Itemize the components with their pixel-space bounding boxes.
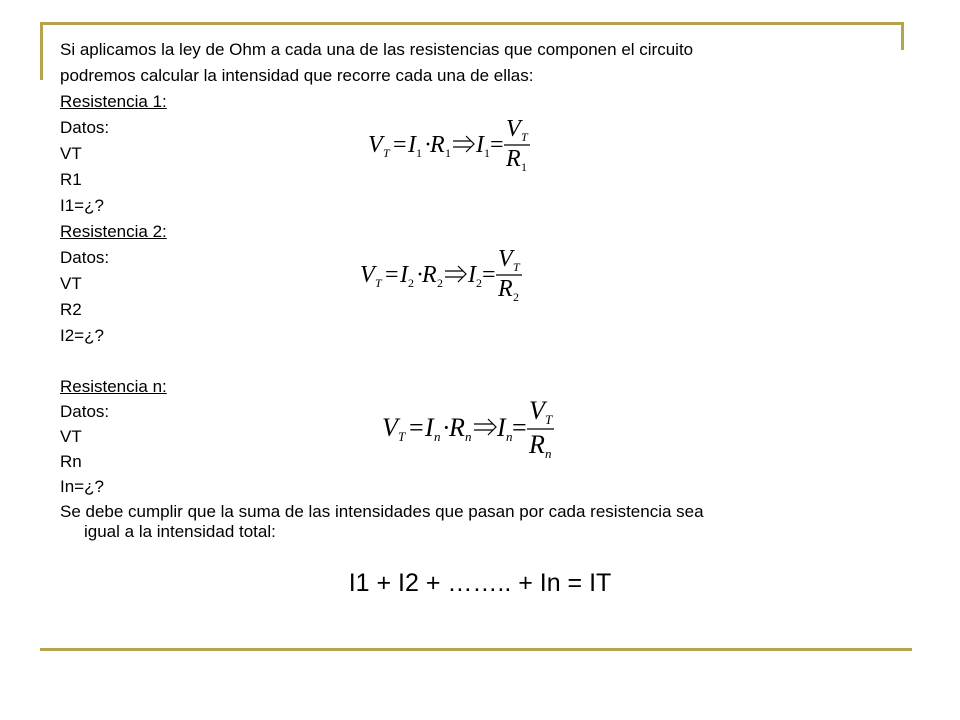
- eq1-i2: I: [476, 132, 484, 158]
- resistor-2-heading: Resistencia 2:: [60, 222, 167, 241]
- eq1-r-sub: 1: [445, 146, 451, 160]
- ohm-equation-n-svg: [382, 394, 552, 464]
- top-border-line: [40, 22, 904, 25]
- eq1-i2-sub: 1: [484, 146, 490, 160]
- resistor-2-i: I2=¿?: [60, 326, 104, 345]
- left-border-line: [40, 22, 43, 80]
- eq1-dot: ·: [424, 132, 432, 158]
- resistor-2-vt: VT: [60, 274, 82, 293]
- eq2-r-sub: 2: [437, 276, 443, 290]
- bottom-border-line: [40, 648, 912, 651]
- eq2-dot: ·: [416, 262, 424, 288]
- eq2-frac-v: V: [498, 246, 513, 272]
- eq1-implies-arrow: [453, 136, 474, 152]
- eq2-frac-r: R: [498, 276, 513, 302]
- eq2-r: R: [422, 262, 437, 288]
- resistor-1-i: I1=¿?: [60, 196, 104, 215]
- eqn-i2-sub: n: [506, 429, 513, 444]
- eq1-frac-t: T: [521, 130, 528, 144]
- eqn-i: I: [425, 413, 434, 442]
- eq1-t: T: [383, 146, 390, 160]
- eq2-frac-t: T: [513, 260, 520, 274]
- eqn-r-sub: n: [465, 429, 472, 444]
- ohm-equation-n: [382, 394, 552, 469]
- conclusion-line-1: Se debe cumplir que la suma de las intensidades que pasan por cada resistencia sea: [60, 502, 704, 521]
- eq2-frac-r-sub: 2: [513, 290, 519, 304]
- eqn-frac-t: T: [545, 412, 553, 427]
- eq1-frac-r-sub: 1: [521, 160, 527, 174]
- eq1-r: R: [430, 132, 445, 158]
- resistor-1-vt: VT: [60, 144, 82, 163]
- eqn-frac-r: R: [529, 430, 545, 459]
- resistor-1-datos: Datos:: [60, 118, 110, 137]
- resistor-2-datos: Datos:: [60, 248, 110, 267]
- right-border-line: [901, 22, 904, 50]
- eqn-eq-a: =: [409, 413, 424, 442]
- eq2-eq-b: =: [482, 262, 496, 288]
- eqn-eq-b: =: [512, 413, 527, 442]
- eq2-i2-sub: 2: [476, 276, 482, 290]
- eq2-i-sub: 2: [408, 276, 414, 290]
- eqn-i2: I: [497, 413, 506, 442]
- eqn-r: R: [449, 413, 465, 442]
- eqn-frac-v: V: [529, 396, 545, 425]
- eqn-i-sub: n: [434, 429, 441, 444]
- eq2-t: T: [375, 276, 382, 290]
- eqn-v: V: [382, 413, 398, 442]
- eq1-frac-v: V: [506, 116, 521, 142]
- ohm-equation-1: [368, 114, 528, 179]
- eq2-i: I: [400, 262, 408, 288]
- eqn-frac-r-sub: n: [545, 446, 552, 461]
- resistor-1-heading: Resistencia 1:: [60, 92, 167, 111]
- resistor-1-r: R1: [60, 170, 82, 189]
- eq2-implies-arrow: [445, 266, 466, 282]
- intro-line-1: Si aplicamos la ley de Ohm a cada una de las resistencias que componen el circuito: [60, 40, 694, 59]
- eq1-eq-a: =: [393, 132, 407, 158]
- eqn-implies-arrow: [474, 419, 496, 435]
- eq1-i-sub: 1: [416, 146, 422, 160]
- resistor-n-i: In=¿?: [60, 477, 104, 496]
- resistor-n-heading: Resistencia n:: [60, 377, 167, 396]
- eqn-dot: ·: [442, 413, 451, 442]
- resistor-2-r: R2: [60, 300, 82, 319]
- ohm-equation-2: [360, 244, 520, 309]
- conclusion-line-2: igual a la intensidad total:: [84, 522, 276, 541]
- eq1-v: V: [368, 132, 383, 158]
- eq2-v: V: [360, 262, 375, 288]
- eq2-eq-a: =: [385, 262, 399, 288]
- eq1-i: I: [408, 132, 416, 158]
- eq2-i2: I: [468, 262, 476, 288]
- intro-line-2: podremos calcular la intensidad que recorre cada una de ellas:: [60, 66, 534, 85]
- eqn-t: T: [398, 429, 406, 444]
- ohm-equation-2-svg: [360, 244, 520, 304]
- eq1-eq-b: =: [490, 132, 504, 158]
- resistor-n-vt: VT: [60, 427, 82, 446]
- resistor-n-r: Rn: [60, 452, 82, 471]
- ohm-equation-1-svg: [368, 114, 528, 174]
- eq1-frac-r: R: [506, 146, 521, 172]
- summary-equation: I1 + I2 + …….. + In = IT: [348, 569, 612, 597]
- resistor-n-datos: Datos:: [60, 402, 110, 421]
